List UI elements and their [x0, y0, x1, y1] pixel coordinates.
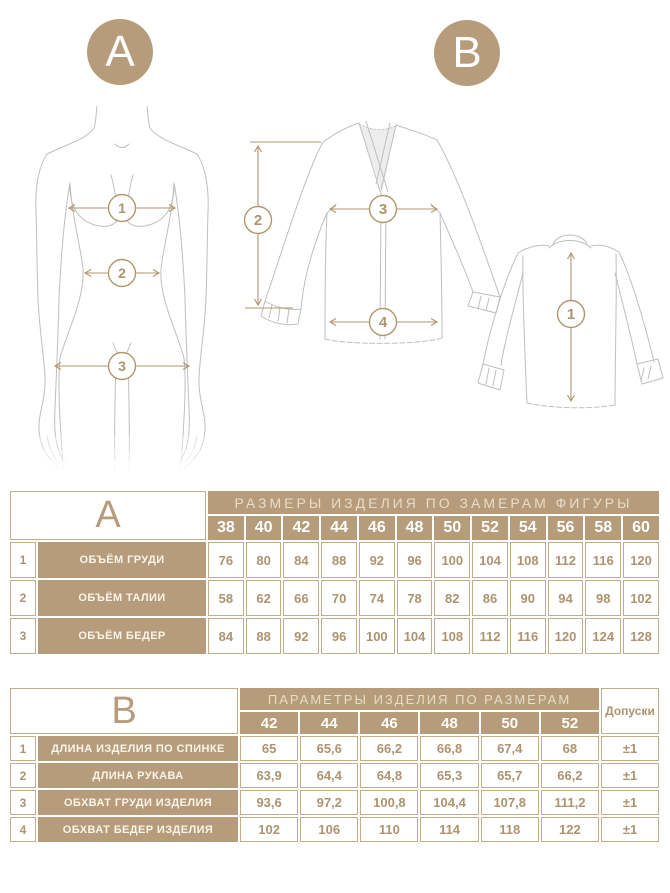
cell-value: 107,8 — [481, 790, 539, 815]
cell-value: 94 — [548, 580, 584, 616]
tolerance-value: ±1 — [601, 817, 659, 842]
marker-chest-width-number: 3 — [378, 201, 388, 218]
cell-value: 122 — [541, 817, 599, 842]
figure-markers — [109, 195, 136, 380]
size-header: 60 — [623, 516, 659, 540]
row-label: ОБЪЁМ ГРУДИ — [38, 542, 206, 578]
body-measurements-table — [8, 489, 661, 656]
cell-value: 100 — [434, 542, 470, 578]
table-row — [10, 542, 659, 578]
cell-value: 80 — [246, 542, 282, 578]
cell-value: 92 — [359, 542, 395, 578]
size-header: 56 — [548, 516, 584, 540]
cell-value: 86 — [472, 580, 508, 616]
table-a-corner-label: A — [10, 491, 206, 540]
table-row — [10, 763, 659, 788]
row-number: 4 — [10, 817, 36, 842]
marker-hips-number: 3 — [118, 358, 126, 374]
cell-value: 84 — [208, 618, 244, 654]
cell-value: 104,4 — [420, 790, 478, 815]
marker-bust-number: 1 — [118, 200, 126, 216]
cell-value: 84 — [283, 542, 319, 578]
cell-value: 120 — [623, 542, 659, 578]
row-number: 1 — [10, 542, 36, 578]
cell-value: 96 — [397, 542, 433, 578]
size-header: 40 — [246, 516, 282, 540]
row-label: ДЛИНА ИЗДЕЛИЯ ПО СПИНКЕ — [38, 736, 238, 761]
cell-value: 114 — [420, 817, 478, 842]
cell-value: 65,7 — [481, 763, 539, 788]
cell-value: 98 — [585, 580, 621, 616]
table-b-title: ПАРАМЕТРЫ ИЗДЕЛИЯ ПО РАЗМЕРАМ — [240, 688, 599, 710]
cell-value: 70 — [321, 580, 357, 616]
cell-value: 65,6 — [300, 736, 358, 761]
cell-value: 96 — [321, 618, 357, 654]
cell-value: 88 — [321, 542, 357, 578]
table-row — [10, 817, 659, 842]
cell-value: 108 — [434, 618, 470, 654]
cell-value: 102 — [623, 580, 659, 616]
size-header: 38 — [208, 516, 244, 540]
row-number: 3 — [10, 618, 36, 654]
cell-value: 120 — [548, 618, 584, 654]
cell-value: 110 — [360, 817, 418, 842]
size-header: 54 — [510, 516, 546, 540]
cell-value: 116 — [585, 542, 621, 578]
cell-value: 67,4 — [481, 736, 539, 761]
cell-value: 100 — [359, 618, 395, 654]
cell-value: 62 — [246, 580, 282, 616]
size-header: 58 — [585, 516, 621, 540]
cell-value: 106 — [300, 817, 358, 842]
cell-value: 124 — [585, 618, 621, 654]
cell-value: 63,9 — [240, 763, 298, 788]
cell-value: 93,6 — [240, 790, 298, 815]
row-number: 2 — [10, 763, 36, 788]
cell-value: 64,8 — [360, 763, 418, 788]
garment-parameters-table — [8, 686, 661, 844]
garment-measurement-diagram — [233, 113, 670, 433]
cell-value: 76 — [208, 542, 244, 578]
tolerance-value: ±1 — [601, 736, 659, 761]
size-header: 46 — [359, 516, 395, 540]
tolerance-header: Допуски — [601, 688, 659, 734]
size-header: 52 — [541, 712, 599, 734]
row-label: ОБЪЁМ ТАЛИИ — [38, 580, 206, 616]
table-row — [10, 790, 659, 815]
cell-value: 66 — [283, 580, 319, 616]
row-number: 3 — [10, 790, 36, 815]
size-header: 48 — [397, 516, 433, 540]
table-a-title: РАЗМЕРЫ ИЗДЕЛИЯ ПО ЗАМЕРАМ ФИГУРЫ — [208, 491, 659, 514]
marker-hem-width-number: 4 — [378, 314, 388, 331]
size-header: 44 — [300, 712, 358, 734]
size-header: 48 — [420, 712, 478, 734]
cell-value: 68 — [541, 736, 599, 761]
marker-back-length-number: 1 — [566, 306, 576, 323]
diagram-b-badge: B — [434, 20, 500, 86]
row-number: 1 — [10, 736, 36, 761]
cell-value: 97,2 — [300, 790, 358, 815]
cell-value: 102 — [240, 817, 298, 842]
cell-value: 92 — [283, 618, 319, 654]
diagram-a-badge: A — [87, 19, 153, 85]
cell-value: 82 — [434, 580, 470, 616]
size-header: 50 — [481, 712, 539, 734]
cell-value: 116 — [510, 618, 546, 654]
figure-measurement-diagram — [25, 106, 220, 471]
cell-value: 90 — [510, 580, 546, 616]
cell-value: 111,2 — [541, 790, 599, 815]
row-number: 2 — [10, 580, 36, 616]
cell-value: 66,2 — [360, 736, 418, 761]
row-label: ОБХВАТ ГРУДИ ИЗДЕЛИЯ — [38, 790, 238, 815]
cell-value: 128 — [623, 618, 659, 654]
cell-value: 104 — [397, 618, 433, 654]
size-header: 42 — [283, 516, 319, 540]
size-header: 52 — [472, 516, 508, 540]
cell-value: 65 — [240, 736, 298, 761]
cell-value: 88 — [246, 618, 282, 654]
table-row — [10, 736, 659, 761]
cell-value: 66,2 — [541, 763, 599, 788]
marker-sleeve-length-number: 2 — [253, 212, 263, 229]
tolerance-value: ±1 — [601, 763, 659, 788]
marker-waist-number: 2 — [118, 265, 126, 281]
tolerance-value: ±1 — [601, 790, 659, 815]
cell-value: 108 — [510, 542, 546, 578]
figure-outline — [36, 106, 208, 469]
cell-value: 104 — [472, 542, 508, 578]
row-label: ОБЪЁМ БЕДЕР — [38, 618, 206, 654]
cell-value: 112 — [548, 542, 584, 578]
size-header: 50 — [434, 516, 470, 540]
row-label: ОБХВАТ БЕДЕР ИЗДЕЛИЯ — [38, 817, 238, 842]
cell-value: 78 — [397, 580, 433, 616]
size-header: 42 — [240, 712, 298, 734]
table-row — [10, 618, 659, 654]
cell-value: 100,8 — [360, 790, 418, 815]
cell-value: 66,8 — [420, 736, 478, 761]
cell-value: 65,3 — [420, 763, 478, 788]
size-header: 46 — [360, 712, 418, 734]
table-row — [10, 580, 659, 616]
table-b-corner-label: B — [10, 688, 238, 734]
cell-value: 74 — [359, 580, 395, 616]
cell-value: 58 — [208, 580, 244, 616]
cell-value: 112 — [472, 618, 508, 654]
garment-markers — [245, 196, 585, 336]
size-header: 44 — [321, 516, 357, 540]
cell-value: 118 — [481, 817, 539, 842]
cell-value: 64,4 — [300, 763, 358, 788]
row-label: ДЛИНА РУКАВА — [38, 763, 238, 788]
